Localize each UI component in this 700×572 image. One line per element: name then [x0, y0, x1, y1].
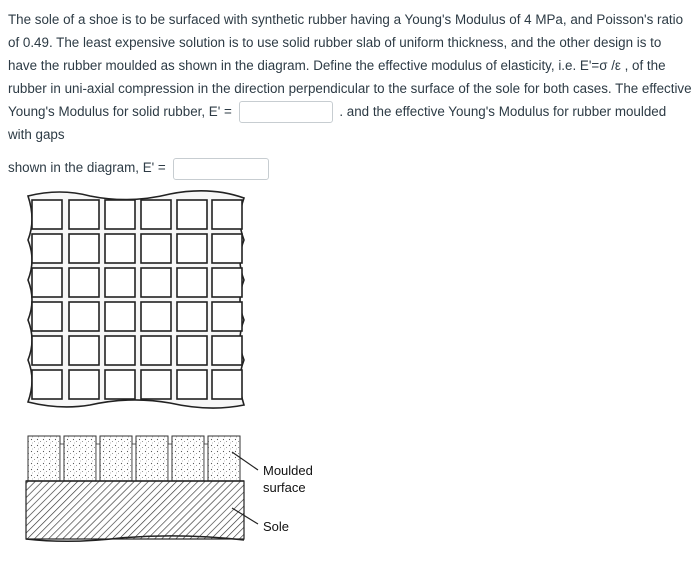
side-section-view [26, 436, 244, 541]
grid-cell-1-1 [69, 234, 99, 263]
grid-cell-0-2 [105, 200, 135, 229]
top-view-grid [28, 191, 244, 408]
grid-cell-0-0 [32, 200, 62, 229]
grid-cell-2-0 [32, 268, 62, 297]
grid-cell-2-5 [212, 268, 242, 297]
grid-cell-2-3 [141, 268, 171, 297]
grid-cell-4-2 [105, 336, 135, 365]
rubber-stud-4 [172, 436, 204, 481]
grid-cell-3-0 [32, 302, 62, 331]
grid-cell-1-2 [105, 234, 135, 263]
question-end-text: shown in the diagram, E' = [8, 160, 166, 176]
grid-cell-2-4 [177, 268, 207, 297]
rubber-stud-3 [136, 436, 168, 481]
grid-cell-5-4 [177, 370, 207, 399]
question-body: The sole of a shoe is to be surfaced with synthetic rubber having a Young's Modulus of 4 MPa, and Poisson's ratio of 0.49. The least expensive solution is to use solid rubber slab of uniform thickness, and the other design is to have the rubber moulded as shown in the diagram. Define the effective modulus of elasticity, i.e. E'=σ /ε , of the rubber in uni-axial compression in the direction perpendicular to the surface of the sole for both cases. The effective Young's Modulus for solid rubber, E' = [8, 12, 692, 119]
grid-cell-3-1 [69, 302, 99, 331]
grid-cell-5-3 [141, 370, 171, 399]
grid-cell-0-1 [69, 200, 99, 229]
grid-cell-4-4 [177, 336, 207, 365]
rubber-stud-1 [64, 436, 96, 481]
grid-cell-1-4 [177, 234, 207, 263]
grid-cell-3-3 [141, 302, 171, 331]
stud-gap-4 [204, 444, 208, 481]
sole-label: Sole [263, 519, 290, 534]
moulded-label-line2: surface [263, 480, 306, 495]
stud-gap-0 [60, 444, 64, 481]
grid-cell-1-5 [212, 234, 242, 263]
rubber-stud-0 [28, 436, 60, 481]
grid-cell-1-3 [141, 234, 171, 263]
question-middle-text: . and the effective Young's Modulus for rubber moulded with gaps [8, 104, 667, 143]
grid-cell-5-2 [105, 370, 135, 399]
grid-cell-4-3 [141, 336, 171, 365]
stud-gap-2 [132, 444, 136, 481]
rubber-stud-5 [208, 436, 240, 481]
grid-cell-5-1 [69, 370, 99, 399]
grid-cell-0-4 [177, 200, 207, 229]
grid-cell-5-0 [32, 370, 62, 399]
stud-gap-3 [168, 444, 172, 481]
grid-cell-3-2 [105, 302, 135, 331]
grid-cell-1-0 [32, 234, 62, 263]
grid-cell-2-2 [105, 268, 135, 297]
grid-cell-2-1 [69, 268, 99, 297]
grid-cell-5-5 [212, 370, 242, 399]
moulded-label-line1: Moulded [263, 463, 313, 478]
grid-cell-3-4 [177, 302, 207, 331]
stud-gap-1 [96, 444, 100, 481]
grid-cell-0-5 [212, 200, 242, 229]
grid-cell-4-1 [69, 336, 99, 365]
grid-cell-3-5 [212, 302, 242, 331]
grid-cell-0-3 [141, 200, 171, 229]
rubber-stud-2 [100, 436, 132, 481]
grid-cell-4-0 [32, 336, 62, 365]
grid-cell-4-5 [212, 336, 242, 365]
